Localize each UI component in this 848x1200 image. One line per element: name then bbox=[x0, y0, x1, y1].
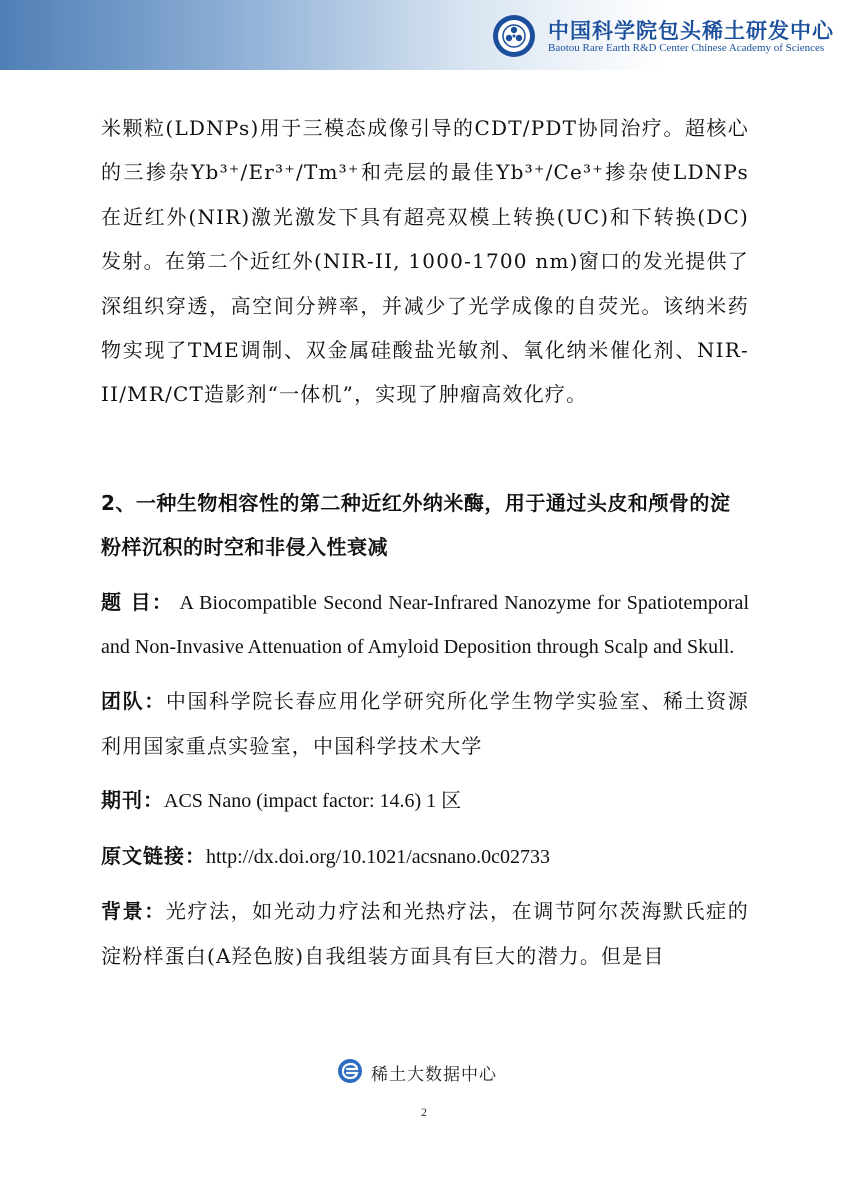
background-label: 背景： bbox=[101, 899, 166, 924]
link-value[interactable]: http://dx.doi.org/10.1021/acsnano.0c02733 bbox=[206, 845, 551, 868]
journal-value: ACS Nano (impact factor: 14.6) 1 区 bbox=[164, 790, 462, 813]
cas-emblem-icon bbox=[492, 14, 536, 58]
title-entry bbox=[101, 580, 749, 670]
journal-label: 期刊： bbox=[101, 788, 164, 813]
link-label: 原文链接： bbox=[101, 843, 206, 868]
background-entry bbox=[101, 889, 749, 978]
heading-spacer bbox=[101, 570, 749, 580]
spacer bbox=[101, 879, 749, 889]
title-value: A Biocompatible Second Near-Infrared Nanozyme for Spatiotemporal and Non-Invasive Attenuation of Amyloid Deposition through Scalp and Skull. bbox=[101, 591, 749, 659]
organization-name-cn: 中国科学院包头稀土研发中心 bbox=[548, 19, 834, 43]
footer-brand-text: 稀土大数据中心 bbox=[371, 1065, 497, 1085]
spacer bbox=[101, 824, 749, 834]
section-spacer bbox=[101, 417, 749, 481]
spacer bbox=[101, 768, 749, 778]
section-heading: 2、一种生物相容性的第二种近红外纳米酶，用于通过头皮和颅骨的淀粉样沉积的时空和非侵入性衰减 bbox=[101, 490, 731, 560]
team-entry bbox=[101, 679, 749, 768]
organization-name-en: Baotou Rare Earth R&D Center Chinese Academy of Sciences bbox=[548, 42, 825, 54]
rare-earth-data-logo-icon bbox=[337, 1058, 363, 1084]
page-number: 2 bbox=[421, 1105, 427, 1119]
spacer bbox=[101, 669, 749, 679]
background-value: 光疗法，如光动力疗法和光热疗法，在调节阿尔茨海默氏症的淀粉样蛋白(A羟色胺)自我组装方面具有巨大的潜力。但是目 bbox=[101, 899, 749, 968]
link-entry bbox=[101, 834, 749, 879]
footer-brand bbox=[337, 1058, 537, 1084]
title-label: 题 目： bbox=[101, 589, 174, 614]
continued-paragraph: 米颗粒(LDNPs)用于三模态成像引导的CDT/PDT协同治疗。超核心的三掺杂Yb³⁺/Er³⁺/Tm³⁺和壳层的最佳Yb³⁺/Ce³⁺掺杂使LDNPs在近红外(NIR)激光激发下具有超亮双模上转换(UC)和下转换(DC)发射。在第二个近红外(NIR-II, 1000-1700 nm)窗口的发光提供了深组织穿透，高空间分辨率，并减少了光学成像的自荧光。该纳米药物实现了TME调制、双金属硅酸盐光敏剂、氧化纳米催化剂、NIR-II/MR/CT造影剂“一体机”，实现了肿瘤高效化疗。 bbox=[101, 116, 749, 407]
journal-entry bbox=[101, 778, 749, 823]
document-body bbox=[101, 106, 749, 978]
team-value: 中国科学院长春应用化学研究所化学生物学实验室、稀土资源利用国家重点实验室，中国科学技术大学 bbox=[101, 689, 749, 758]
team-label: 团队： bbox=[101, 689, 166, 714]
organization-logo bbox=[492, 12, 842, 60]
